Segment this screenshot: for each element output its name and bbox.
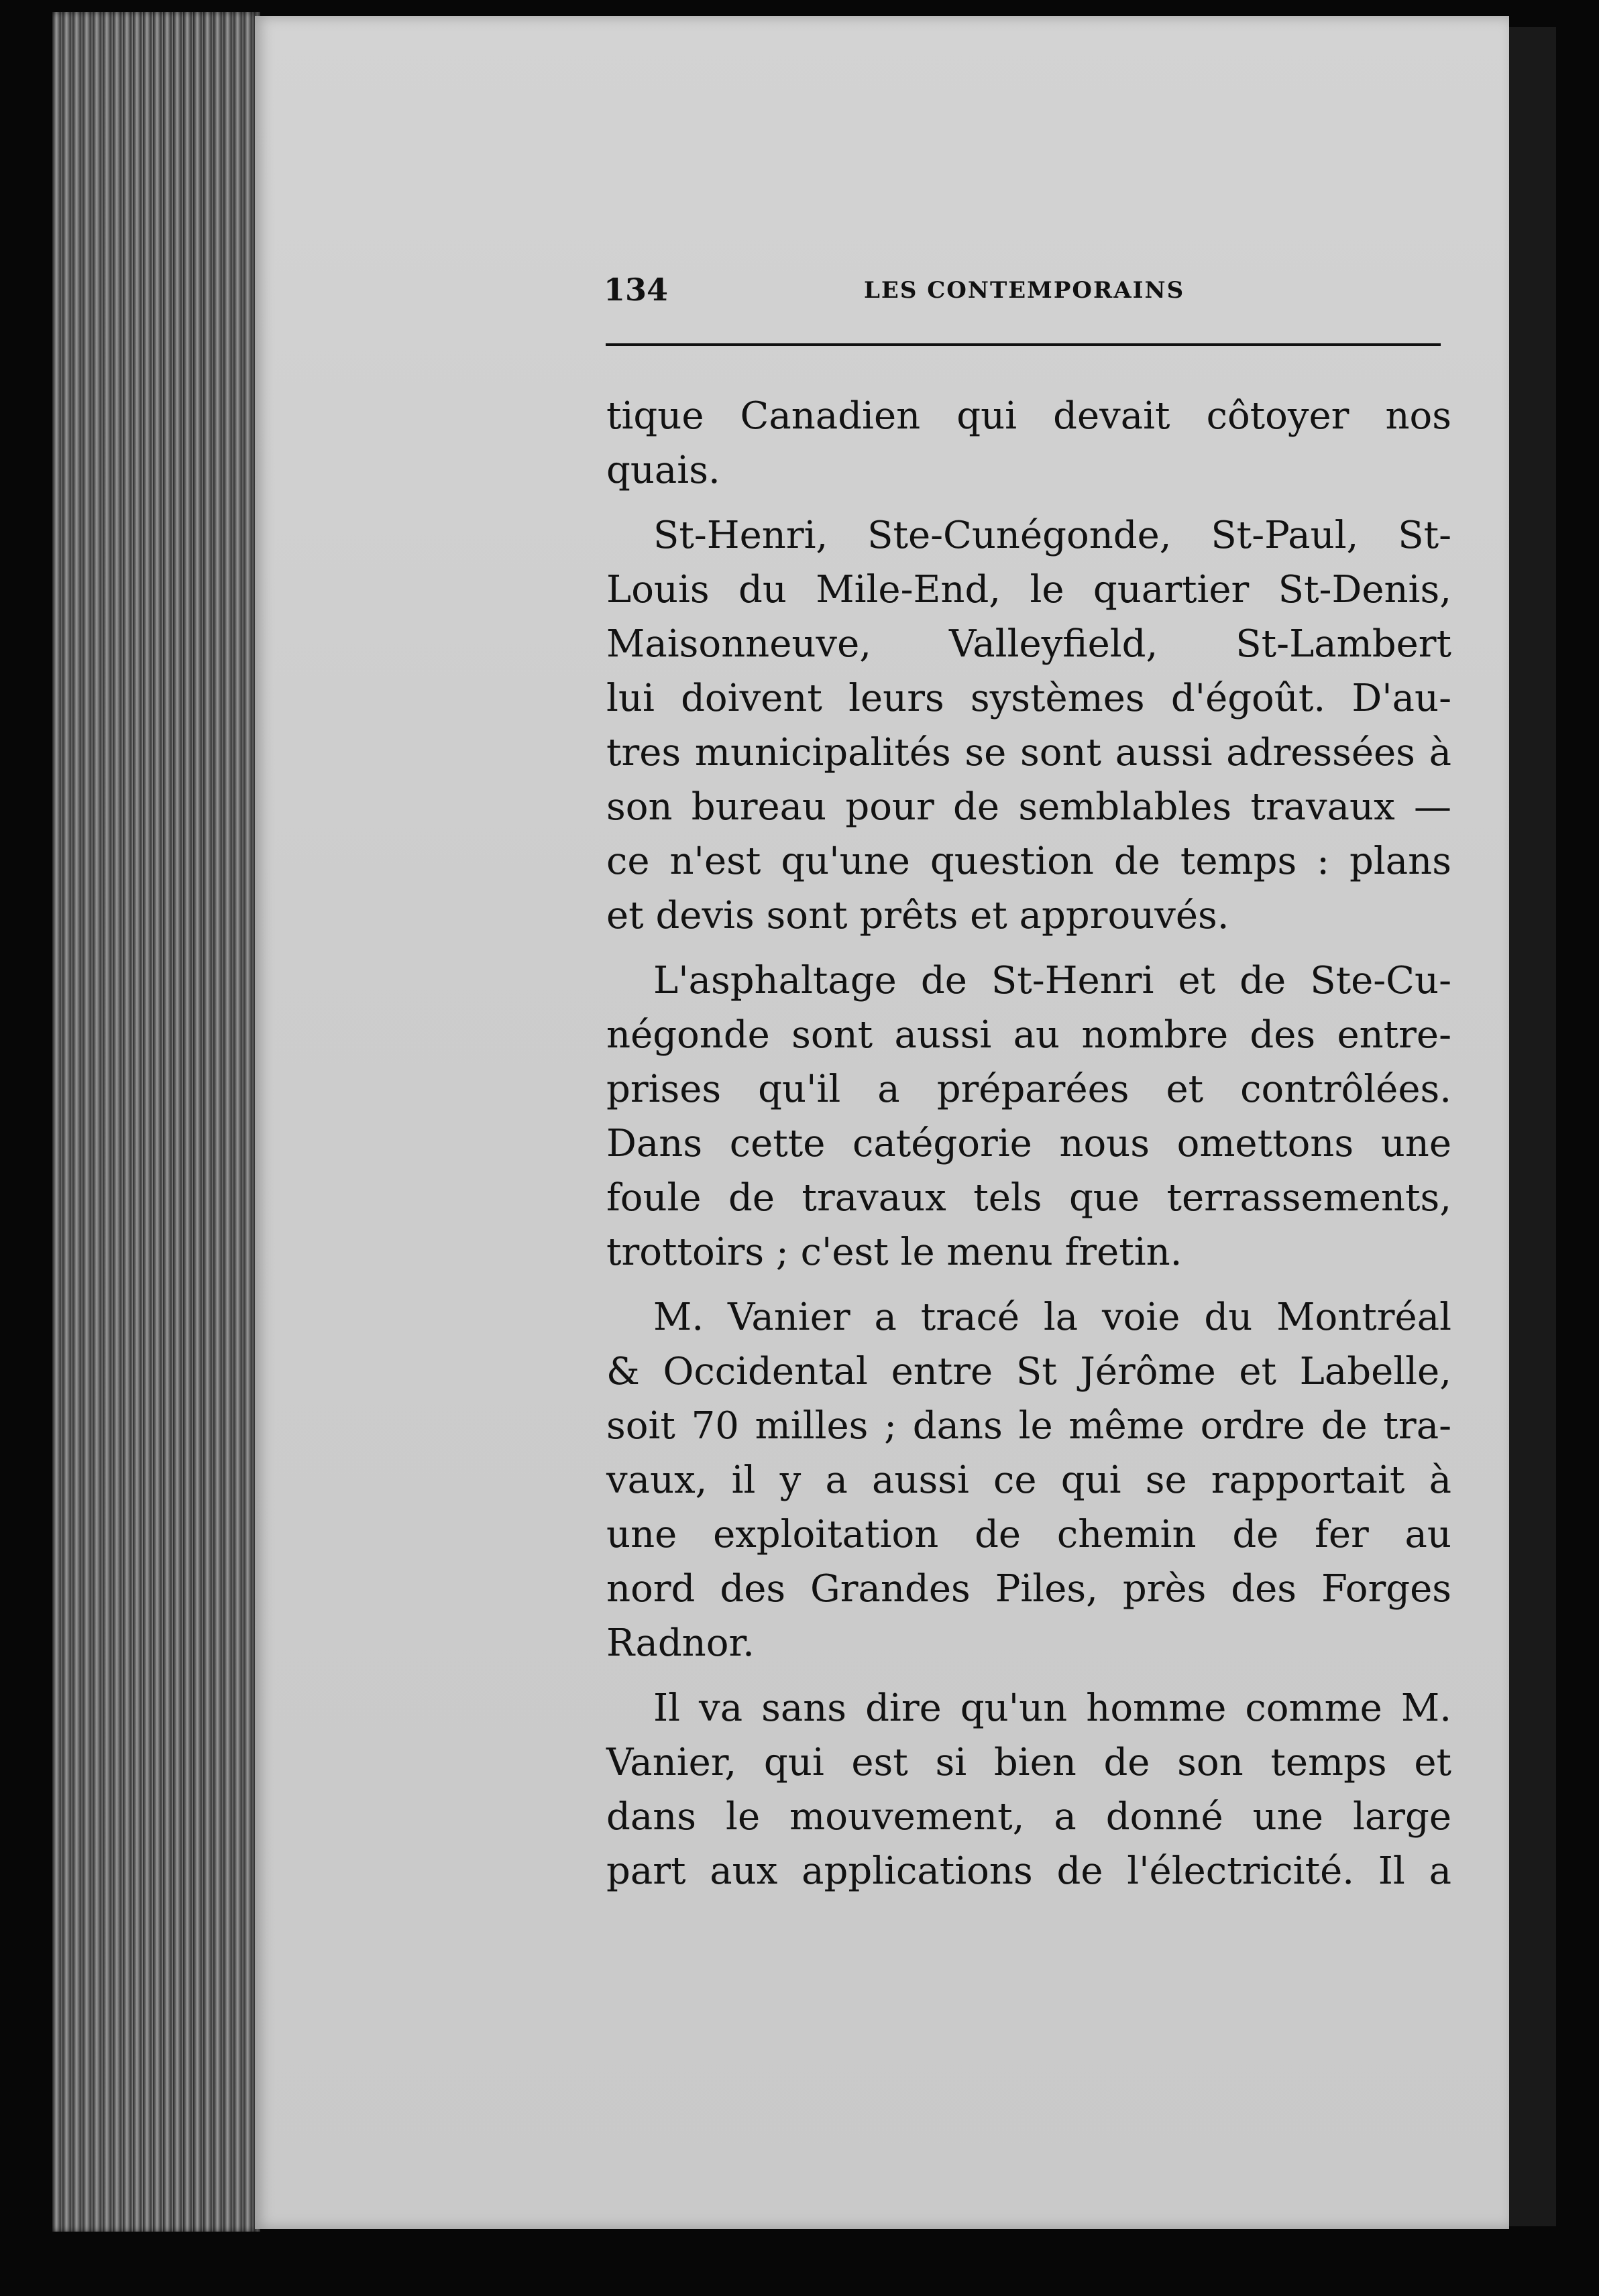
page-header xyxy=(604,272,1442,319)
text-line: lui doivent leurs systèmes d'égoût. D'au- xyxy=(606,677,1451,720)
text-line: nord des Grandes Piles, près des Forges xyxy=(606,1567,1451,1611)
text-line: foule de travaux tels que terrassements, xyxy=(606,1176,1451,1220)
text-line: & Occidental entre St Jérôme et Labelle, xyxy=(606,1350,1451,1393)
text-line: Dans cette catégorie nous omettons une xyxy=(606,1122,1451,1165)
text-line: Maisonneuve, Valleyfield, St-Lambert xyxy=(606,622,1451,666)
facing-page-edge xyxy=(1509,27,1556,2226)
text-line: tres municipalités se sont aussi adressées à xyxy=(606,731,1451,774)
text-line: négonde sont aussi au nombre des entre- xyxy=(606,1013,1451,1057)
text-line: L'asphaltage de St-Henri et de Ste-Cu- xyxy=(653,959,1451,1002)
text-line: part aux applications de l'électricité. Il a xyxy=(606,1849,1451,1893)
text-line: son bureau pour de semblables travaux — xyxy=(606,785,1451,829)
text-line: soit 70 milles ; dans le même ordre de tra- xyxy=(606,1404,1451,1448)
text-line: une exploitation de chemin de fer au xyxy=(606,1513,1451,1556)
text-line: Il va sans dire qu'un homme comme M. xyxy=(653,1686,1451,1730)
body-text xyxy=(606,389,1451,1898)
text-line: vaux, il y a aussi ce qui se rapportait à xyxy=(606,1458,1451,1502)
text-line: quais. xyxy=(606,449,720,492)
book-page-edges xyxy=(52,12,260,2232)
text-line: trottoirs ; c'est le menu fretin. xyxy=(606,1230,1182,1274)
page-number: 134 xyxy=(604,272,669,308)
running-head: LES CONTEMPORAINS xyxy=(864,277,1185,304)
text-line: Louis du Mile-End, le quartier St-Denis, xyxy=(606,568,1451,612)
header-rule xyxy=(606,343,1441,346)
text-line: M. Vanier a tracé la voie du Montréal xyxy=(653,1296,1451,1339)
text-line: Vanier, qui est si bien de son temps et xyxy=(606,1741,1451,1784)
text-line: dans le mouvement, a donné une large xyxy=(606,1795,1451,1839)
text-line: et devis sont prêts et approuvés. xyxy=(606,894,1229,937)
text-line: St-Henri, Ste-Cunégonde, St-Paul, St- xyxy=(653,514,1451,557)
text-line: prises qu'il a préparées et contrôlées. xyxy=(606,1068,1451,1111)
text-line: ce n'est qu'une question de temps : plans xyxy=(606,840,1451,883)
text-line: Radnor. xyxy=(606,1621,755,1665)
text-line: tique Canadien qui devait côtoyer nos xyxy=(606,394,1451,438)
